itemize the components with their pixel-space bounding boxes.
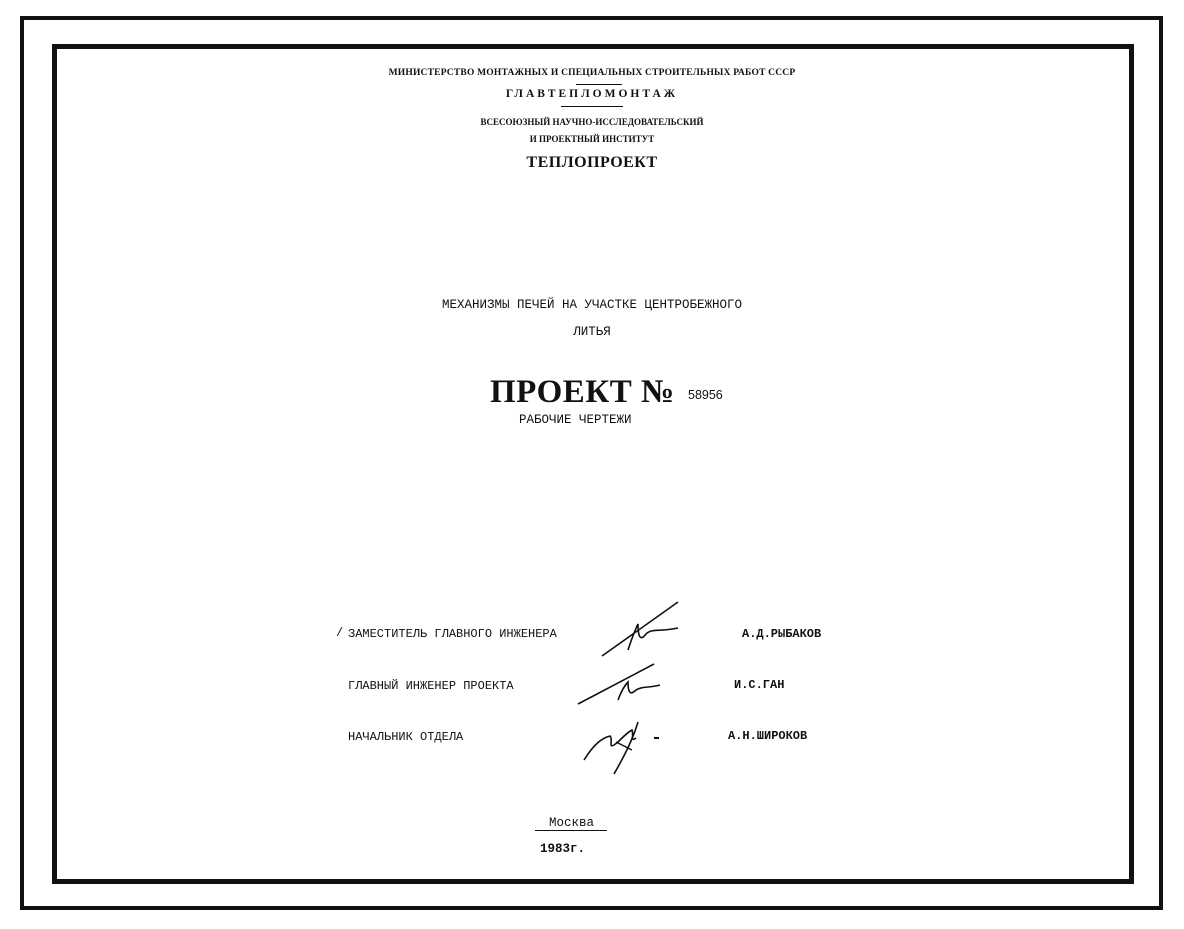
project-subtitle: РАБОЧИЕ ЧЕРТЕЖИ bbox=[519, 413, 632, 427]
approval-role-deputy-chief-engineer: ЗАМЕСТИТЕЛЬ ГЛАВНОГО ИНЖЕНЕРА bbox=[348, 627, 557, 641]
city-underline bbox=[535, 830, 607, 831]
approval-name-gan: И.С.ГАН bbox=[734, 678, 785, 692]
approval-name-rybakov: А.Д.РЫБАКОВ bbox=[742, 627, 822, 641]
institute-name: ТЕПЛОПРОЕКТ bbox=[526, 154, 658, 171]
project-label: ПРОЕКТ № bbox=[490, 374, 675, 410]
approval-role-chief-project-engineer: ГЛАВНЫЙ ИНЖЕНЕР ПРОЕКТА bbox=[348, 679, 514, 693]
institute-line-1: ВСЕСОЮЗНЫЙ НАУЧНО-ИССЛЕДОВАТЕЛЬСКИЙ bbox=[480, 117, 704, 127]
signature-rybakov bbox=[598, 598, 688, 662]
document-title-line-1: МЕХАНИЗМЫ ПЕЧЕЙ НА УЧАСТКЕ ЦЕНТРОБЕЖНОГО bbox=[441, 298, 743, 312]
header-rule bbox=[576, 84, 622, 85]
city: Москва bbox=[549, 816, 595, 830]
document-title-line-2: ЛИТЬЯ bbox=[573, 325, 611, 339]
glavk-name: ГЛАВТЕПЛОМОНТАЖ bbox=[505, 88, 679, 100]
project-number: 58956 bbox=[688, 388, 723, 402]
ministry-name: МИНИСТЕРСТВО МОНТАЖНЫХ И СПЕЦИАЛЬНЫХ СТРОИТЕЛЬНЫХ РАБОТ СССР bbox=[388, 68, 796, 78]
year: 1983г. bbox=[540, 842, 586, 856]
approval-mark: / bbox=[336, 626, 344, 640]
approval-role-department-head: НАЧАЛЬНИК ОТДЕЛА bbox=[348, 730, 464, 744]
approval-name-shirokov: А.Н.ШИРОКОВ bbox=[728, 729, 808, 743]
signature-gan bbox=[574, 660, 664, 710]
institute-line-2: И ПРОЕКТНЫЙ ИНСТИТУТ bbox=[529, 134, 655, 144]
signature-shirokov bbox=[572, 712, 672, 776]
header-rule bbox=[561, 106, 623, 107]
